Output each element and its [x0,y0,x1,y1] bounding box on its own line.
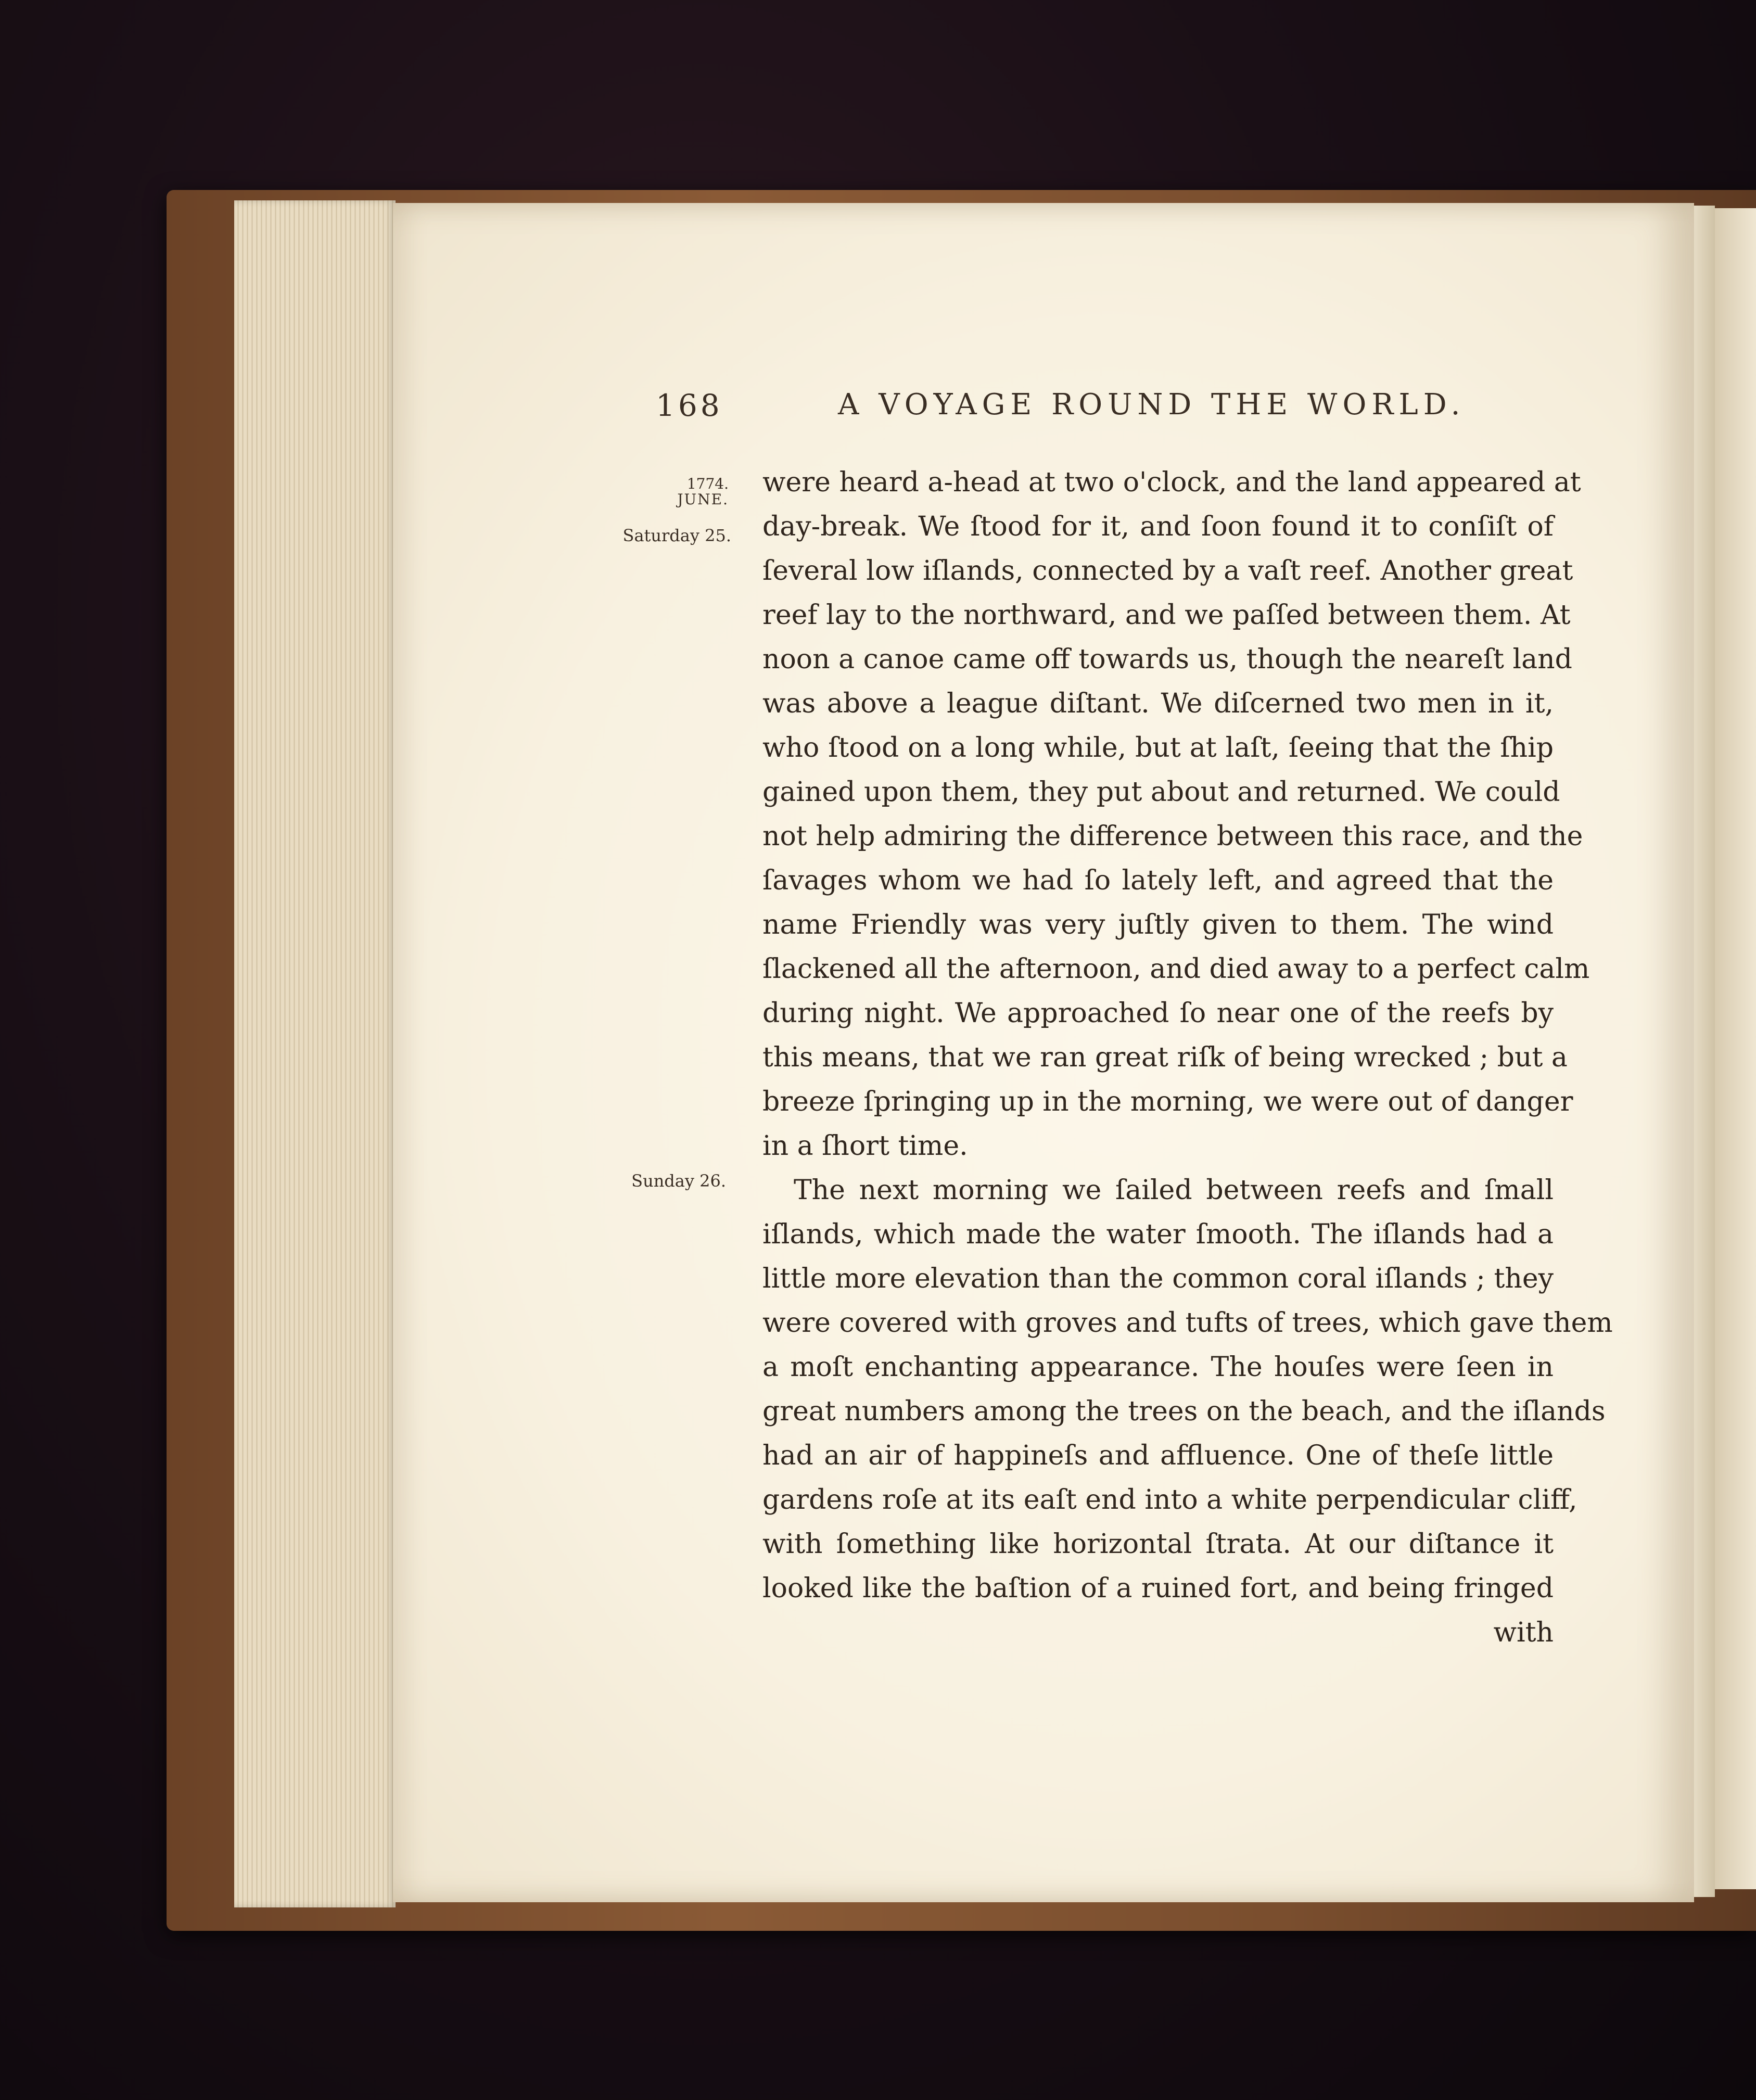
text-line: in a ſhort time. [762,1130,968,1162]
page-number: 168 [656,388,723,423]
text-line: with ſomething like horizontal ſtrata. At our diſtance it [762,1529,1554,1560]
text-line: little more elevation than the common coral iſlands ; they [762,1263,1554,1294]
text-line: not help admiring the difference between this race, and the [762,821,1583,852]
text-line: great numbers among the trees on the beach, and the iſlands [762,1396,1606,1427]
body-text [762,461,1613,1655]
text-line: name Friendly was very juſtly given to them. The wind [762,909,1554,940]
text-line: gained upon them, they put about and returned. We could [762,777,1560,808]
text-line: had an air of happineſs and affluence. One of theſe little [762,1440,1554,1471]
text-line: day-break. We ſtood for it, and ſoon found it to conſiſt of [762,511,1554,542]
text-line: The next morning we ſailed between reefs and ſmall [794,1175,1554,1206]
text-line: were covered with groves and tufts of trees, which gave them [762,1307,1613,1339]
page-gutter [1694,206,1715,1897]
text-line: during night. We approached ſo near one of the reefs by [762,998,1554,1029]
text-line: who ſtood on a long while, but at laſt, ſeeing that the ſhip [762,732,1554,763]
text-line: ſeveral low iſlands, connected by a vaſt reef. Another great [762,555,1573,587]
text-line: gardens roſe at its eaſt end into a white perpendicular cliff, [762,1484,1577,1516]
page-header [619,388,1556,435]
margin-note-month: JUNE. [677,491,729,508]
text-line: breeze ſpringing up in the morning, we were out of danger [762,1086,1573,1117]
text-line: a moſt enchanting appearance. The houſes were ſeen in [762,1352,1554,1383]
running-title: A VOYAGE ROUND THE WORLD. [838,388,1466,422]
margin-note-sunday: Sunday 26. [631,1171,726,1191]
text-line: reef lay to the northward, and we paſſed between them. At [762,600,1571,631]
text-line: ſavages whom we had ſo lately left, and agreed that the [762,865,1554,896]
text-line: looked like the baſtion of a ruined fort, and being fringed [762,1573,1554,1604]
facing-page-edge [1715,208,1756,1889]
margin-note-saturday: Saturday 25. [622,526,731,545]
margin-note-year: 1774. [686,475,729,492]
catchword: with [1493,1617,1554,1648]
page-edges [234,200,396,1907]
text-line: noon a canoe came off towards us, though the neareſt land [762,644,1572,675]
text-line: were heard a-head at two o'clock, and the land appeared at [762,467,1581,498]
text-line: ſlackened all the afternoon, and died away to a perfect calm [762,953,1590,985]
text-line: was above a league diſtant. We diſcerned two men in it, [762,688,1554,719]
text-line: iſlands, which made the water ſmooth. The iſlands had a [762,1219,1554,1250]
text-line: this means, that we ran great riſk of being wrecked ; but a [762,1042,1568,1073]
